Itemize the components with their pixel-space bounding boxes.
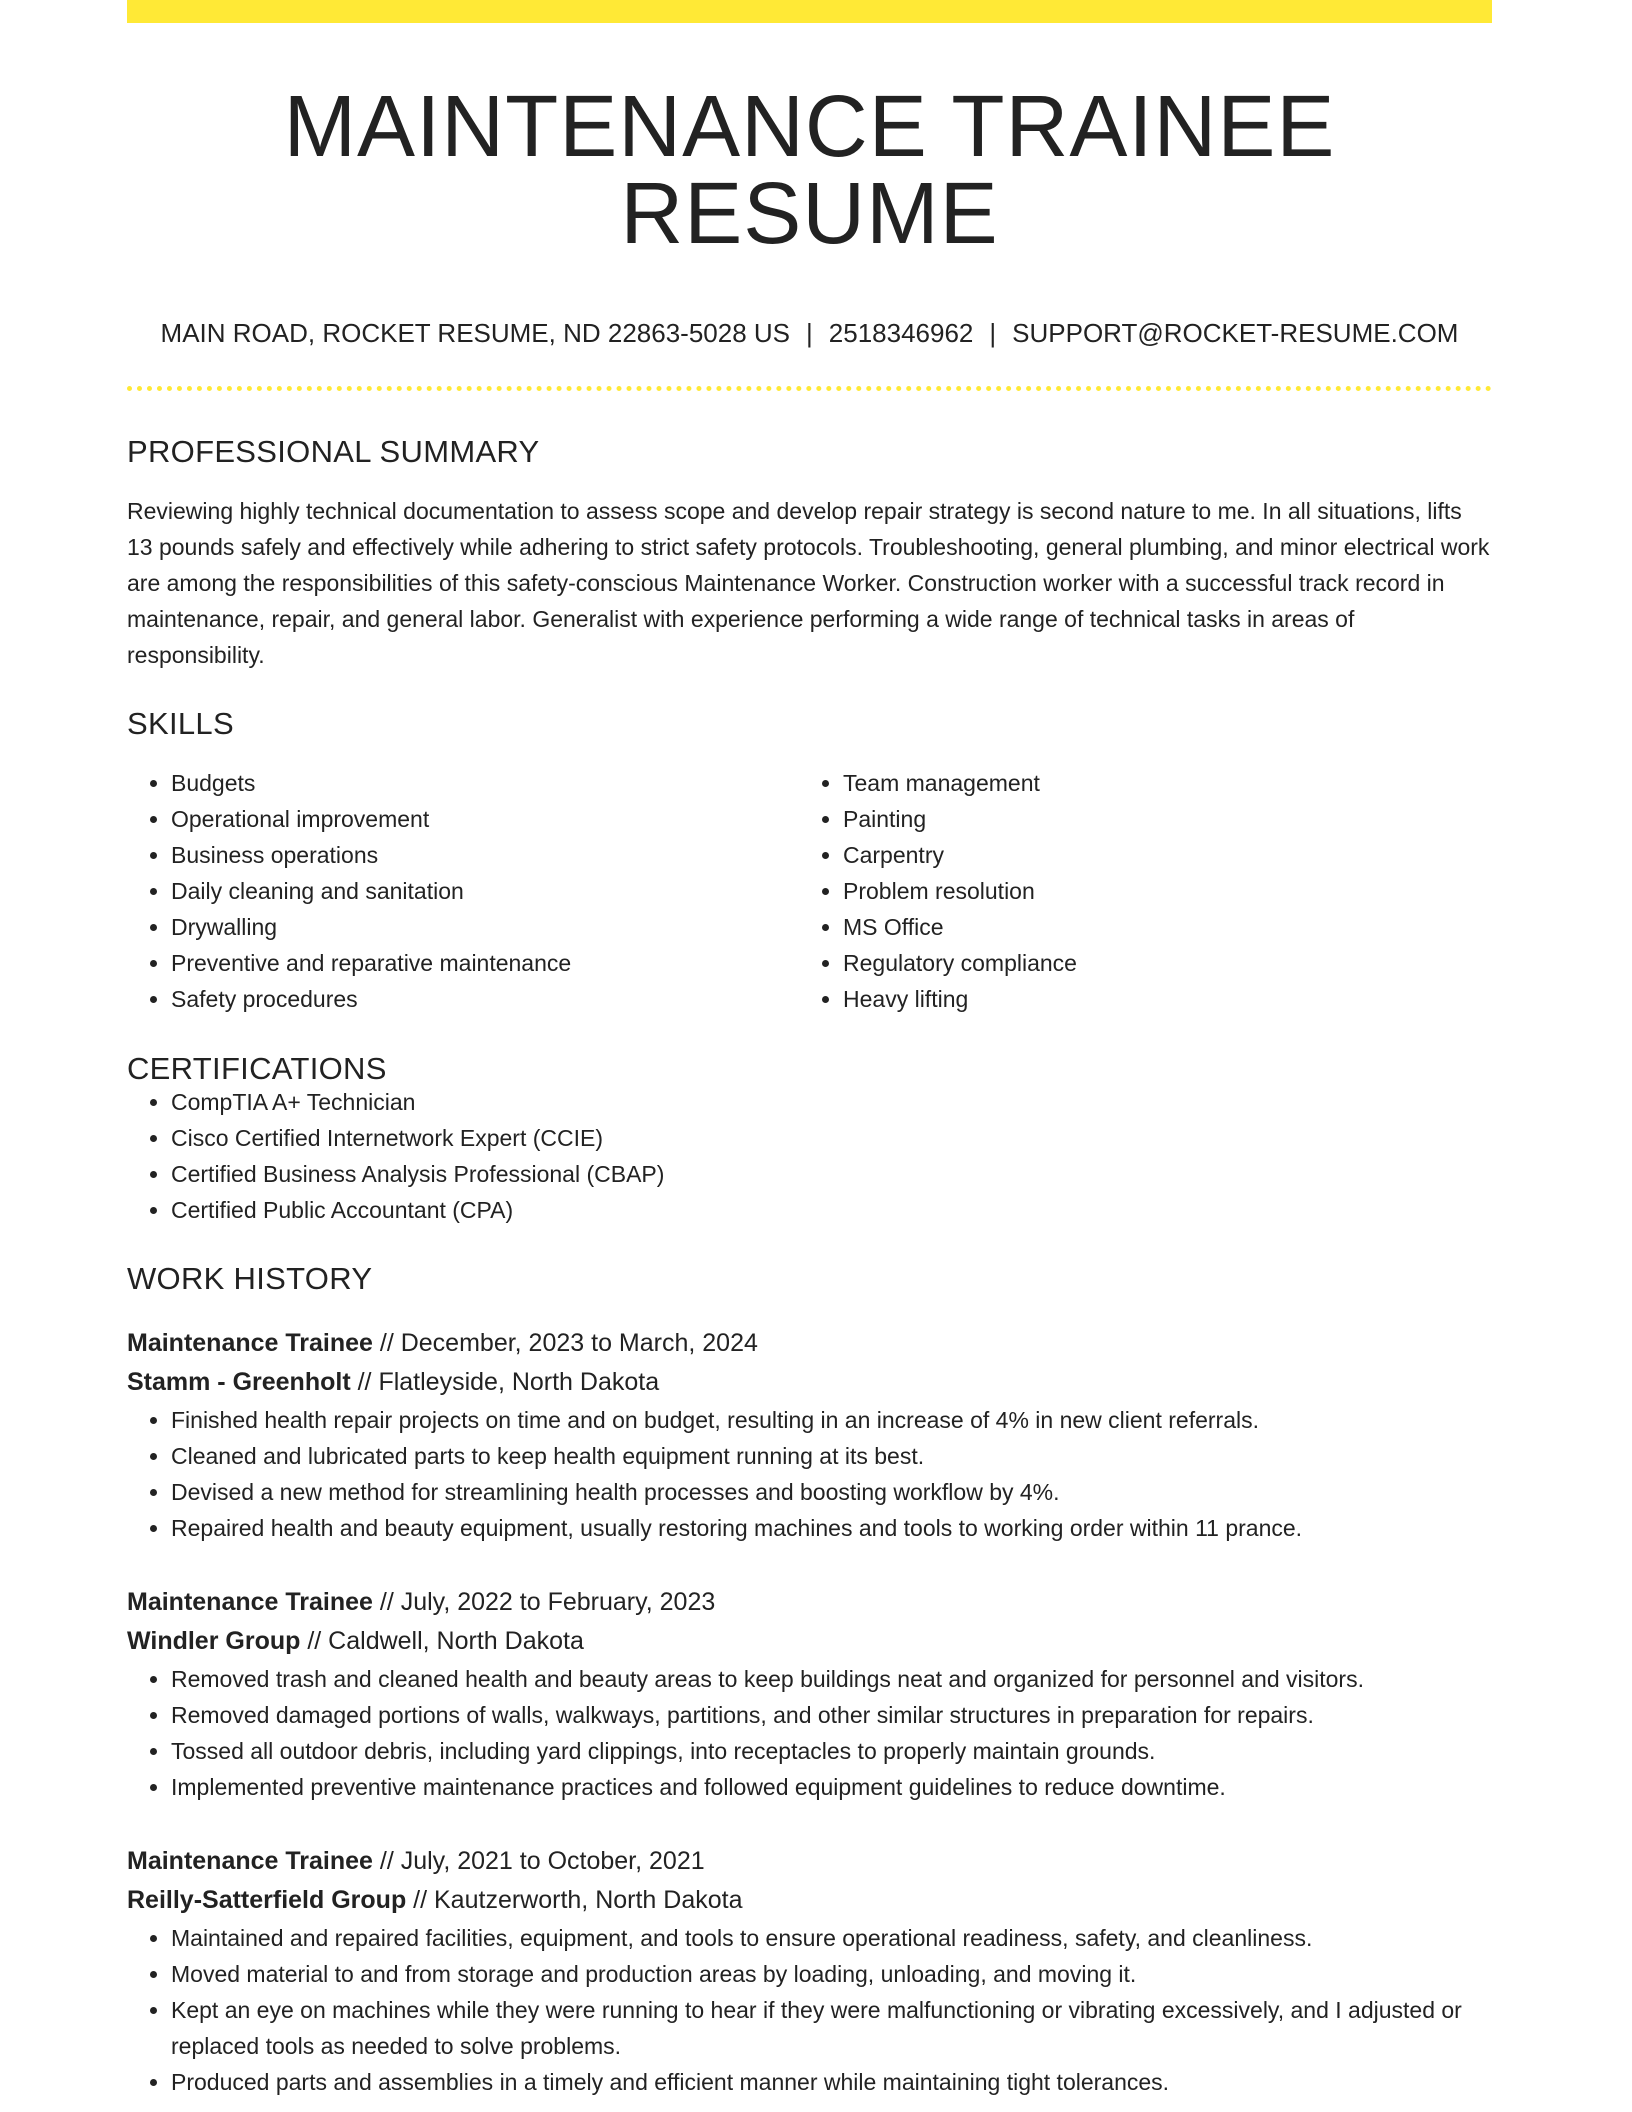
job-duty: • Implemented preventive maintenance practices and followed equipment guidelines to reduce downtime.: [171, 1769, 1492, 1805]
summary-text: Reviewing highly technical documentation to assess scope and develop repair strategy is second nature to me. In all situations, lifts 13 pounds safely and effectively while adhering to strict safety protocols. Troubleshooting, general plumbing, and minor electrical work are among the responsibilities of this safety-conscious Maintenance Worker. Construction worker with a successful track record in maintenance, repair, and general labor. Generalist with experience performing a wide range of technical tasks in areas of responsibility.: [127, 498, 1490, 668]
dotted-divider: [127, 386, 1492, 391]
resume-page: [127, 0, 1492, 2100]
accent-top-bar: [127, 0, 1492, 23]
skills-grid: [127, 765, 1492, 1017]
summary-section: [127, 436, 1492, 673]
job-title-line: [127, 1324, 1492, 1363]
skill-item: • Carpentry: [843, 837, 1471, 873]
skills-column-left: [127, 765, 799, 1017]
job-duty: • Produced parts and assemblies in a timely and efficient manner while maintaining tight tolerances.: [171, 2064, 1492, 2100]
job-title-line: [127, 1583, 1492, 1622]
job-entry: [127, 1842, 1492, 2100]
skill-item: • Business operations: [171, 837, 799, 873]
job-duty: • Tossed all outdoor debris, including yard clippings, into receptacles to properly maintain grounds.: [171, 1733, 1492, 1769]
job-duty: • Finished health repair projects on time and on budget, resulting in an increase of 4% in new client referrals.: [171, 1402, 1492, 1438]
contact-address: MAIN ROAD, ROCKET RESUME, ND 22863-5028 US: [160, 318, 791, 348]
job-title: Maintenance Trainee: [127, 1588, 373, 1616]
job-entry: [127, 1324, 1492, 1546]
job-dates: // December, 2023 to March, 2024: [379, 1329, 758, 1357]
contact-separator: |: [806, 318, 813, 348]
job-location: // Flatleyside, North Dakota: [357, 1368, 660, 1396]
skill-item: • Regulatory compliance: [843, 945, 1471, 981]
resume-title: MAINTENANCE TRAINEE RESUME: [283, 78, 1336, 262]
job-duties-list: [127, 1402, 1492, 1546]
job-title: Maintenance Trainee: [127, 1847, 373, 1875]
job-duty: • Removed trash and cleaned health and beauty areas to keep buildings neat and organized for personnel and visitors.: [171, 1661, 1492, 1697]
job-company: Stamm - Greenholt: [127, 1368, 351, 1396]
skill-item: • Operational improvement: [171, 801, 799, 837]
job-company-line: [127, 1622, 1492, 1661]
certifications-list: [127, 1084, 1492, 1228]
work-history-section: [127, 1263, 1492, 2100]
job-duties-list: [127, 1920, 1492, 2100]
job-location: // Kautzerworth, North Dakota: [413, 1886, 743, 1914]
skill-item: • Budgets: [171, 765, 799, 801]
certification-item: • Certified Public Accountant (CPA): [171, 1192, 1492, 1228]
skill-item: • Team management: [843, 765, 1471, 801]
contact-separator: |: [989, 318, 997, 348]
skills-list-left: [127, 765, 799, 1017]
certification-item: • Certified Business Analysis Professional (CBAP): [171, 1156, 1492, 1192]
contact-line: [127, 320, 1492, 346]
skill-item: • Preventive and reparative maintenance: [171, 945, 799, 981]
skills-list-right: [799, 765, 1471, 1017]
skill-item: • MS Office: [843, 909, 1471, 945]
certifications-section: [127, 1053, 1492, 1228]
job-duty: • Cleaned and lubricated parts to keep health equipment running at its best.: [171, 1438, 1492, 1474]
skill-item: • Safety procedures: [171, 981, 799, 1017]
job-company-line: [127, 1881, 1492, 1920]
job-title-line: [127, 1842, 1492, 1881]
job-entry: [127, 1583, 1492, 1805]
skill-item: • Painting: [843, 801, 1471, 837]
skills-section: [127, 708, 1492, 1017]
job-company: Windler Group: [127, 1627, 301, 1655]
contact-email: SUPPORT@ROCKET-RESUME.COM: [1012, 318, 1459, 348]
certification-item: • Cisco Certified Internetwork Expert (CCIE): [171, 1120, 1492, 1156]
skill-item: • Drywalling: [171, 909, 799, 945]
skill-item: • Daily cleaning and sanitation: [171, 873, 799, 909]
job-duty: • Devised a new method for streamlining health processes and boosting workflow by 4%.: [171, 1474, 1492, 1510]
skill-item: • Problem resolution: [843, 873, 1471, 909]
skills-column-right: [799, 765, 1471, 1017]
certifications-heading: CERTIFICATIONS: [127, 1051, 387, 1086]
skill-item: • Heavy lifting: [843, 981, 1471, 1017]
job-location: // Caldwell, North Dakota: [307, 1627, 584, 1655]
job-duty: • Maintained and repaired facilities, equipment, and tools to ensure operational readiness, safety, and cleanliness.: [171, 1920, 1492, 1956]
job-dates: // July, 2021 to October, 2021: [379, 1847, 705, 1875]
job-title: Maintenance Trainee: [127, 1329, 373, 1357]
job-duty: • Removed damaged portions of walls, walkways, partitions, and other similar structures in preparation for repairs.: [171, 1697, 1492, 1733]
certification-item: • CompTIA A+ Technician: [171, 1084, 1492, 1120]
job-company: Reilly-Satterfield Group: [127, 1886, 407, 1914]
contact-phone: 2518346962: [828, 318, 974, 348]
job-duty: • Repaired health and beauty equipment, usually restoring machines and tools to working order within 11 prance.: [171, 1510, 1492, 1546]
summary-heading: PROFESSIONAL SUMMARY: [127, 434, 540, 469]
job-dates: // July, 2022 to February, 2023: [379, 1588, 716, 1616]
job-duty: • Kept an eye on machines while they were running to hear if they were malfunctioning or vibrating excessively, and I adjusted or replaced tools as needed to solve problems.: [171, 1992, 1492, 2064]
job-duty: • Moved material to and from storage and production areas by loading, unloading, and moving it.: [171, 1956, 1492, 1992]
skills-heading: SKILLS: [127, 706, 234, 741]
work-history-heading: WORK HISTORY: [127, 1261, 373, 1296]
job-duties-list: [127, 1661, 1492, 1805]
job-company-line: [127, 1363, 1492, 1402]
